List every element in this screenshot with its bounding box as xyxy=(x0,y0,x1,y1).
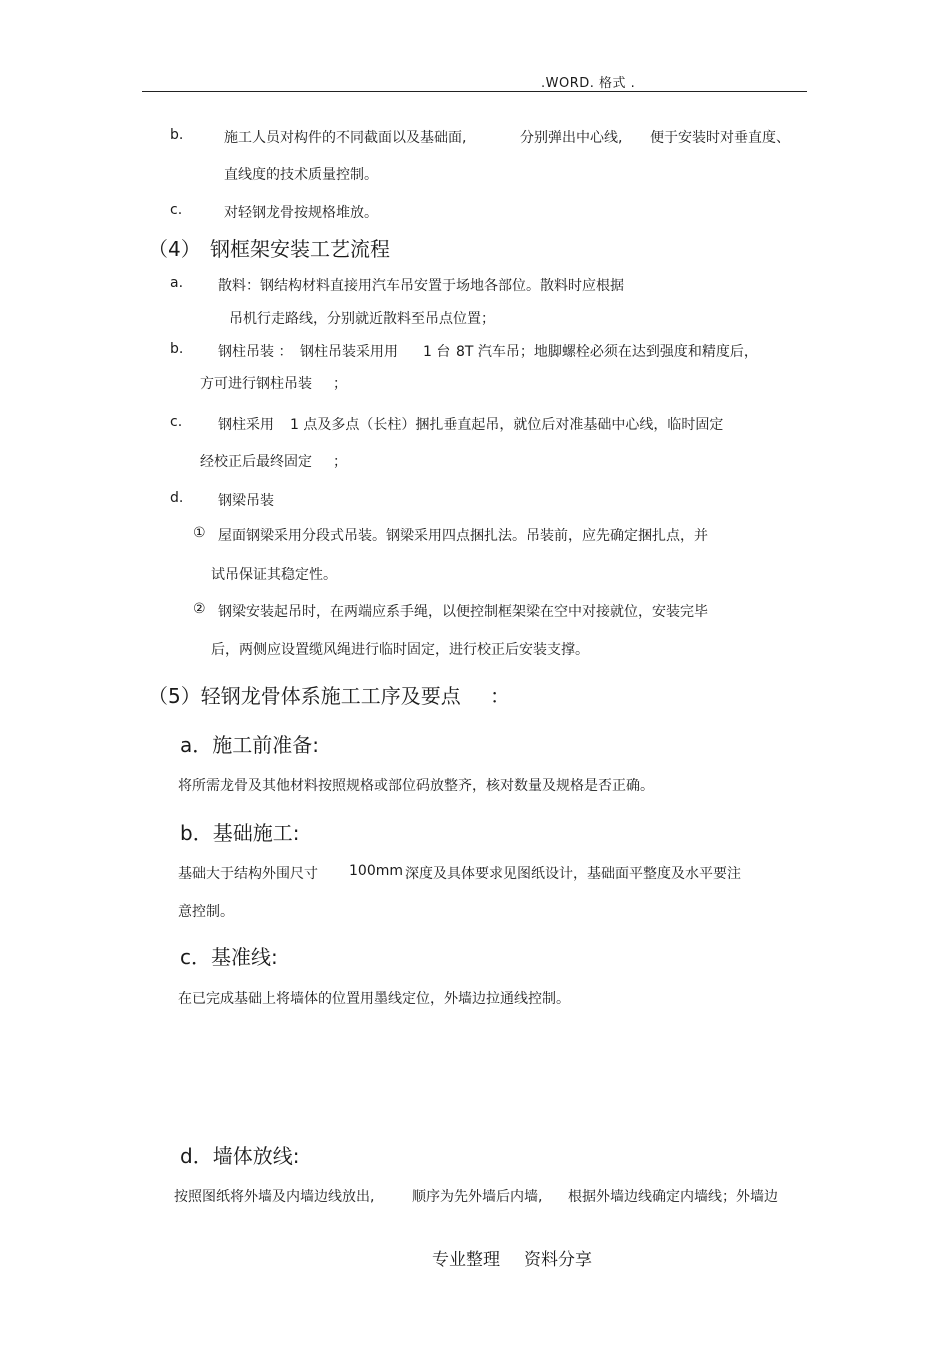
header-rule xyxy=(142,91,807,92)
s4-b-line1-part2: 钢柱吊装采用用 xyxy=(300,344,398,360)
s4-b-line2-part2: ； xyxy=(333,376,347,392)
s4-label-d: d. xyxy=(170,490,184,506)
list-label-b: b. xyxy=(170,127,184,143)
s5-b-line1-part3: 深度及具体要求见图纸设计，基础面平整度及水平要注 xyxy=(405,866,741,882)
s4-c-line2-part1: 经校正后最终固定 xyxy=(200,454,312,470)
section4-number: （4） xyxy=(148,237,201,261)
prep-b-line1-part3: 便于安装时对垂直度、 xyxy=(650,130,790,146)
s5-d-line1-part2: 顺序为先外墙后内墙, xyxy=(412,1189,543,1205)
s4-label-b: b. xyxy=(170,341,184,357)
s4-d2-number: ② xyxy=(193,601,206,617)
prep-b-line2: 直线度的技术质量控制。 xyxy=(224,167,378,183)
section5-title: （5）轻钢龙骨体系施工工序及要点 xyxy=(148,684,461,708)
s4-a-line2: 吊机行走路线，分别就近散料至吊点位置； xyxy=(229,311,495,327)
s5-a-text: 将所需龙骨及其他材料按照规格或部位码放整齐，核对数量及规格是否正确。 xyxy=(178,778,654,794)
s5-b-title: b．基础施工: xyxy=(180,821,300,845)
prep-b-line1-part1: 施工人员对构件的不同截面以及基础面, xyxy=(224,130,467,146)
s5-d-line1-part3: 根据外墙边线确定内墙线；外墙边 xyxy=(568,1189,778,1205)
list-label-c: c. xyxy=(170,202,183,218)
s4-b-line2-part1: 方可进行钢柱吊装 xyxy=(200,376,312,392)
s4-c-line2-part2: ； xyxy=(333,454,347,470)
section4-title: 钢框架安装工艺流程 xyxy=(210,237,390,261)
s4-d2-line2: 后，两侧应设置缆风绳进行临时固定，进行校正后安装支撑。 xyxy=(211,642,589,658)
prep-c-text: 对轻钢龙骨按规格堆放。 xyxy=(224,205,378,221)
section5-title-colon: ： xyxy=(490,684,510,708)
s5-a-title: a．施工前准备: xyxy=(180,733,319,757)
s4-label-c: c. xyxy=(170,414,183,430)
page-header: .WORD. 格式 . xyxy=(541,76,636,91)
s4-b-line1-part1: 钢柱吊装 ： xyxy=(218,344,293,360)
s5-b-line2: 意控制。 xyxy=(178,904,234,920)
s4-a-line1: 散料：钢结构材料直接用汽车吊安置于场地各部位。散料时应根据 xyxy=(218,278,624,294)
s5-c-text: 在已完成基础上将墙体的位置用墨线定位，外墙边拉通线控制。 xyxy=(178,991,570,1007)
footer-part1: 专业整理 xyxy=(432,1250,500,1270)
s4-d-text: 钢梁吊装 xyxy=(218,493,274,509)
s4-d1-line2: 试吊保证其稳定性。 xyxy=(211,567,337,583)
s5-b-line1-part1: 基础大于结构外围尺寸 xyxy=(178,866,318,882)
s4-d1-number: ① xyxy=(193,525,206,541)
s4-b-line1-part4: 8T 汽车吊；地脚螺栓必须在达到强度和精度后， xyxy=(456,344,758,360)
s4-label-a: a. xyxy=(170,275,184,291)
s4-d1-line1: 屋面钢梁采用分段式吊装。钢梁采用四点捆扎法。吊装前，应先确定捆扎点，并 xyxy=(218,528,708,544)
s4-d2-line1: 钢梁安装起吊时，在两端应系手绳，以便控制框架梁在空中对接就位，安装完毕 xyxy=(218,604,708,620)
s4-c-line1-part1: 钢柱采用 xyxy=(218,417,274,433)
footer-part2: 资料分享 xyxy=(524,1250,592,1270)
s5-b-line1-part2: 100mm xyxy=(349,863,403,879)
s5-d-title: d．墙体放线: xyxy=(180,1144,300,1168)
s4-b-line1-part3: 1 台 xyxy=(423,344,451,360)
s4-c-line1-part2: 1 点及多点（长柱）捆扎垂直起吊，就位后对准基础中心线，临时固定 xyxy=(290,417,724,433)
s5-d-line1-part1: 按照图纸将外墙及内墙边线放出, xyxy=(174,1189,375,1205)
prep-b-line1-part2: 分别弹出中心线, xyxy=(520,130,623,146)
s5-c-title: c．基准线: xyxy=(180,945,278,969)
page-footer xyxy=(432,1245,592,1270)
